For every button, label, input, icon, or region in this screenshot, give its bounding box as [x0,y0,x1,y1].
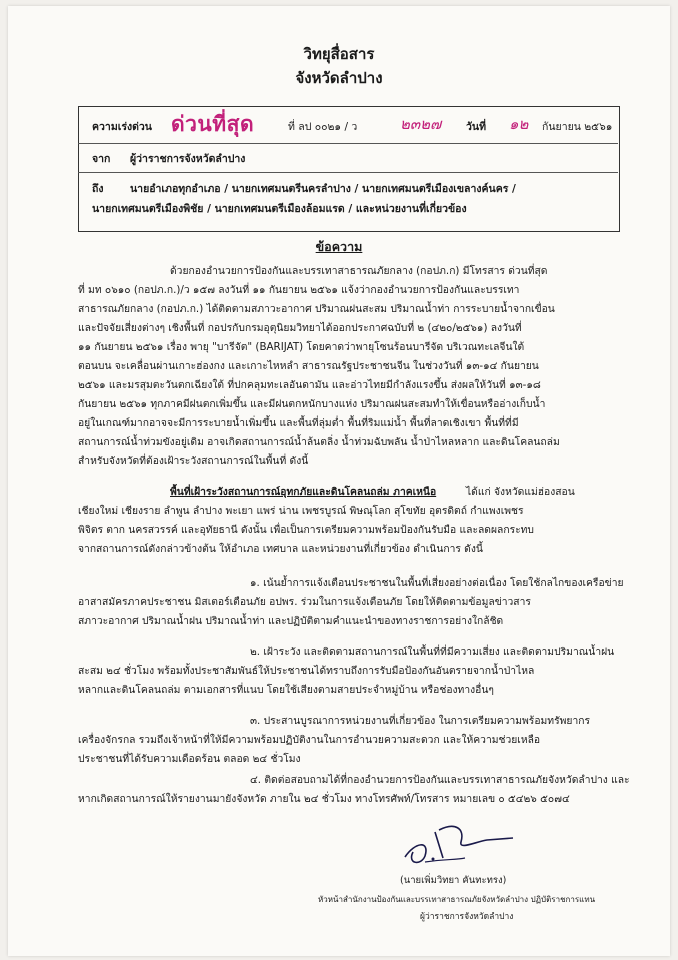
document-header-line2: จังหวัดลำปาง [295,69,383,87]
date-label: วันที่ [466,121,486,133]
paragraph-line: สภาวะอากาศ ปริมาณน้ำฝน ปริมาณน้ำท่า และปฏิบัติตามคำแนะนำของทางราชการอย่างใกล้ชิด [78,615,504,627]
handwritten-signature [395,812,525,872]
paragraph-line: ได้แก่ จังหวัดแม่ฮ่องสอน [466,486,575,498]
to-line-1: นายอำเภอทุกอำเภอ / นายกเทศมนตรีนครลำปาง / นายกเทศมนตรีเมืองเขลางค์นคร / [130,183,516,195]
action-item-4: ๔. ติดต่อสอบถามได้ที่กองอำนวยการป้องกันและบรรเทาสาธารณภัยจังหวัดลำปาง และ [250,774,630,786]
paragraph-line: สาธารณภัยกลาง (กอปภ.ก.) ได้ติดตามสภาวะอากาศ ปริมาณฝนสะสม ปริมาณน้ำท่า การระบายน้ำจากเขื่อน [78,303,555,315]
action-item-1: ๑. เน้นย้ำการแจ้งเตือนประชาชนในพื้นที่เสี่ยงอย่างต่อเนื่อง โดยใช้กลไกของเครือข่าย [250,577,624,589]
reference-label: ที่ ลป ๐๐๒๑ / ว [288,121,358,133]
paragraph-line: ๒๕๖๑ และมรสุมตะวันตกเฉียงใต้ ที่ปกคลุมทะเลอันดามัน และอ่าวไทยมีกำลังแรงขึ้น ส่งผลให้วันที่ ๑๓-๑๘ [78,379,541,391]
date-month-year: กันยายน ๒๕๖๑ [542,121,613,133]
divider [78,143,618,144]
to-label: ถึง [92,183,104,195]
urgency-label: ความเร่งด่วน [92,121,152,133]
from-label: จาก [92,153,111,165]
date-day: ๑๒ [509,115,529,133]
action-item-2: ๒. เฝ้าระวัง และติดตามสถานการณ์ในพื้นที่ที่มีความเสี่ยง และติดตามปริมาณน้ำฝน [250,646,615,658]
paragraph-line: เชียงใหม่ เชียงราย ลำพูน ลำปาง พะเยา แพร่ น่าน เพชรบูรณ์ พิษณุโลก สุโขทัย อุตรดิตถ์ กำแพงเพชร [78,505,524,517]
paragraph-line: จากสถานการณ์ดังกล่าวข้างต้น ให้อำเภอ เทศบาล และหน่วยงานที่เกี่ยวข้อง ดำเนินการ ดังนี้ [78,543,483,555]
paragraph-line: และปัจจัยเสี่ยงต่างๆ เชิงพื้นที่ กอปรกับกรมอุตุนิยมวิทยาได้ออกประกาศฉบับที่ ๒ (๔๒๐/๒๕๖๑) ลงวันที่ [78,322,522,334]
paragraph-line: อยู่ในเกณฑ์มากอาจจะมีการระบายน้ำเพิ่มขึ้น และพื้นที่ลุ่มต่ำ พื้นที่ริมแม่น้ำ พื้นที่ลาดเชิงเขา พื้นที่ที่มี [78,417,519,429]
to-line-2: นายกเทศมนตรีเมืองพิชัย / นายกเทศมนตรีเมืองล้อมแรด / และหน่วยงานที่เกี่ยวข้อง [92,203,467,215]
paragraph-line: พิจิตร ตาก นครสวรรค์ และอุทัยธานี ดังนั้น เพื่อเป็นการเตรียมความพร้อมป้องกันรับมือ และลดผลกระทบ [78,524,534,536]
paragraph-line: ประชาชนที่ได้รับความเดือดร้อน ตลอด ๒๔ ชั่วโมง [78,753,301,765]
paragraph-line: เครื่องจักรกล รวมถึงเจ้าหน้าที่ให้มีความพร้อมปฏิบัติงานในการอำนวยความสะดวก และให้ความช่วยเหลือ [78,734,541,746]
paragraph-line: สถานการณ์น้ำท่วมขังอยู่เดิม อาจเกิดสถานการณ์น้ำล้นตลิ่ง น้ำท่วมฉับพลัน น้ำป่าไหลหลาก และดินโคลนถล่ม [78,436,560,448]
urgency-stamp: ด่วนที่สุด [171,112,255,136]
paragraph-line: สำหรับจังหวัดที่ต้องเฝ้าระวังสถานการณ์ในพื้นที่ ดังนี้ [78,455,309,467]
signatory-name: (นายเพิ่มวิทยา คันทะทรง) [400,875,507,886]
document-header-line1: วิทยุสื่อสาร [303,45,375,63]
paragraph-line: ๑๑ กันยายน ๒๕๖๑ เรื่อง พายุ "บารีจัต" (BARIJAT) โดยคาดว่าพายุโซนร้อนบารีจัต บริเวณทะเลจีนใต้ [78,341,525,353]
paragraph-line: ด้วยกองอำนวยการป้องกันและบรรเทาสาธารณภัยกลาง (กอปภ.ก) มีโทรสาร ด่วนที่สุด [170,265,548,277]
action-item-3: ๓. ประสานบูรณาการหน่วยงานที่เกี่ยวข้อง ในการเตรียมความพร้อมทรัพยากร [250,715,590,727]
paragraph-line: หากเกิดสถานการณ์ให้รายงานมายังจังหวัด ภายใน ๒๔ ชั่วโมง ทางโทรศัพท์/โทรสาร หมายเลข ๐ ๕๔๒๖ ๕๐๗๔ [78,793,570,805]
paragraph-line: อาสาสมัครภาคประชาชน มิสเตอร์เตือนภัย อปพร. ร่วมในการแจ้งเตือนภัย โดยให้ติดตามข้อมูลข่าวสาร [78,596,531,608]
reference-number: ๒๓๒๗ [400,115,442,133]
divider [78,172,618,173]
paragraph-line: ตอนบน จะเคลื่อนผ่านเกาะฮ่องกง และเกาะไหหลำ สาธารณรัฐประชาชนจีน ในช่วงวันที่ ๑๓-๑๔ กันยายน [78,360,539,372]
paragraph-line: สะสม ๒๔ ชั่วโมง พร้อมทั้งประชาสัมพันธ์ให้ประชาชนได้ทราบถึงการรับมือป้องกันอันตรายจากน้ำป่าไหล [78,665,535,677]
paragraph-line: หลากและดินโคลนถล่ม ตามเอกสารที่แนบ โดยใช้เสียงตามสายประจำหมู่บ้าน หรือช่องทางอื่นๆ [78,684,494,696]
signatory-title: หัวหน้าสำนักงานป้องกันและบรรเทาสาธารณภัยจังหวัดลำปาง ปฏิบัติราชการแทน [318,895,596,904]
watch-area-heading: พื้นที่เฝ้าระวังสถานการณ์อุทกภัยและดินโคลนถล่ม ภาคเหนือ [170,486,437,498]
from-value: ผู้ว่าราชการจังหวัดลำปาง [130,153,246,165]
message-title: ข้อความ [315,239,363,254]
paragraph-line: กันยายน ๒๕๖๑ ทุกภาคมีฝนตกเพิ่มขึ้น และมีฝนตกหนักบางแห่ง ปริมาณฝนสะสมทำให้เขื่อนหรืออ่างเก็บน้ำ [78,398,546,410]
signatory-office: ผู้ว่าราชการจังหวัดลำปาง [420,912,514,922]
paragraph-line: ที่ มท ๐๖๑๐ (กอปภ.ก.)/ว ๑๕๗ ลงวันที่ ๑๑ กันยายน ๒๕๖๑ แจ้งว่ากองอำนวยการป้องกันและบรรเทา [78,284,520,296]
